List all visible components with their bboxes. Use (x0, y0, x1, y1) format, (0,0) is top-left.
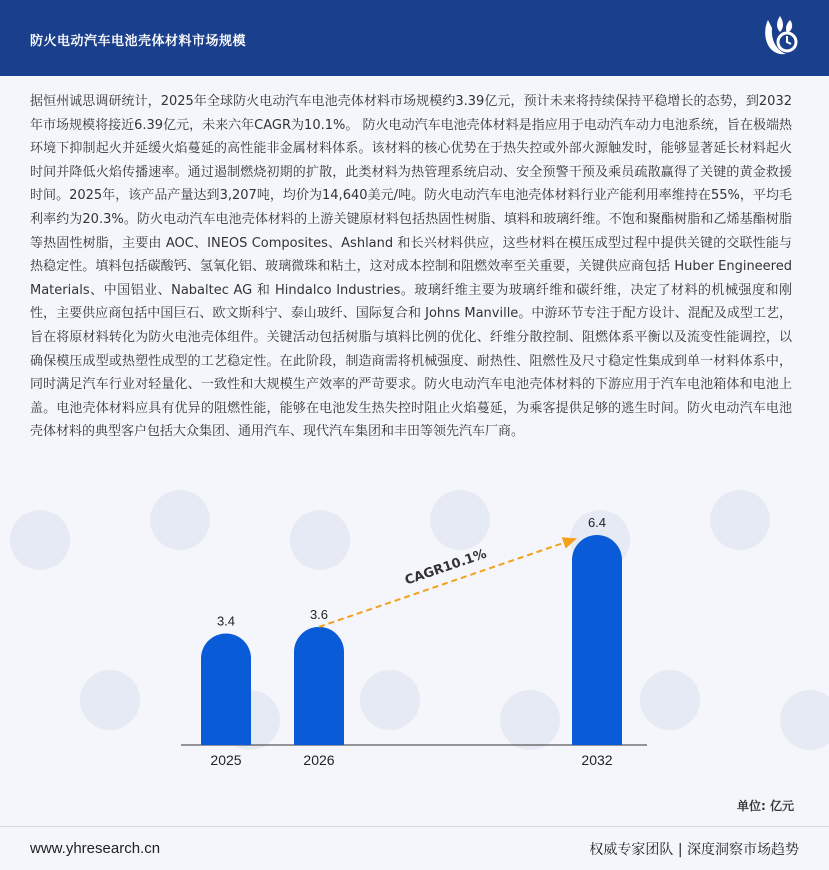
footer-website: www.yhresearch.cn (30, 840, 161, 857)
bar-2025 (201, 633, 251, 745)
bar-2032 (572, 535, 622, 745)
x-tick-label-2032: 2032 (581, 752, 613, 768)
x-tick-label-2026: 2026 (303, 752, 335, 768)
x-tick-label-2025: 2025 (210, 752, 242, 768)
footer-slogan: 权威专家团队 | 深度洞察市场趋势 (589, 842, 799, 858)
cagr-label: CAGR10.1% (403, 546, 489, 589)
page-title: 防火电动汽车电池壳体材料市场规模 (30, 34, 247, 49)
value-label-2025: 3.4 (216, 613, 236, 629)
value-label-2032: 6.4 (587, 515, 607, 530)
report-summary-text: 据恒州诚思调研统计，2025年全球防火电动汽车电池壳体材料市场规模约3.39亿元，预计未来将持续保持平稳增长的态势，到2032年市场规模将接近6.39亿元，未来六年CAGR为10.1%。 防火电动汽车电池壳体材料是指应用于电动汽车动力电池系统，旨在极端热环境下抑制起火并延缓火焰蔓延的高性能非金属材料体系。该材料的核心优势在于热失控或外部火源触发时，能够显著延长材料起火时间并降低火焰传播速率。通过遏制燃烧初期的扩散，此类材料为热管理系统启动、安全预警干预及乘员疏散赢得了关键的黄金救援时间。2025年，该产品产量达到3,207吨，均价为14,640美元/吨。防火电动汽车电池壳体材料行业产能利用率维持在55%，平均毛利率约为20.3%。防火电动汽车电池壳体材料的上游关键原材料包括热固性树脂、填料和玻璃纤维。不饱和聚酯树脂和乙烯基酯树脂等热固性树脂，主要由 AOC、INEOS Composites、Ashland 和长兴材料供应，这些材料在模压成型过程中提供关键的交联性能与热稳定性。填料包括碳酸钙、氢氧化铝、玻璃微珠和粘土，这对成本控制和阻燃效率至关重要，关键供应商包括 Huber Engineered Materials、中国铝业、Nabaltec AG 和 Hindalco Industries。玻璃纤维主要为玻璃纤维和碳纤维，决定了材料的机械强度和刚性，主要供应商包括中国巨石、欧文斯科宁、泰山玻纤、国际复合和 Johns Manville。中游环节专注于配方设计、混配及成型工艺，旨在将原材料转化为防火电池壳体组件。关键活动包括树脂与填料比例的优化、纤维分散控制、阻燃体系平衡以及流变性能调控，以确保模压成型或热塑性成型的工艺稳定性。在此阶段，制造商需将机械强度、耐热性、阻燃性及尺寸稳定性集成到单一材料体系中，同时满足汽车行业对轻量化、一致性和大规模生产效率的严苛要求。防火电动汽车电池壳体材料的下游应用于汽车电池箱体和电池上盖。电池壳体材料应具有优异的阻燃性能，能够在电池发生热失控时阻止火焰蔓延，为乘客提供足够的逃生时间。防火电动汽车电池壳体材料的典型客户包括大众集团、通用汽车、现代汽车集团和丰田等领先汽车厂商。 (30, 94, 792, 440)
bar-2026 (294, 627, 344, 745)
footer-divider (0, 826, 829, 827)
cagr-arrow (319, 539, 575, 627)
unit-label: 单位: 亿元 (737, 799, 794, 813)
value-label-2026: 3.6 (309, 606, 329, 622)
